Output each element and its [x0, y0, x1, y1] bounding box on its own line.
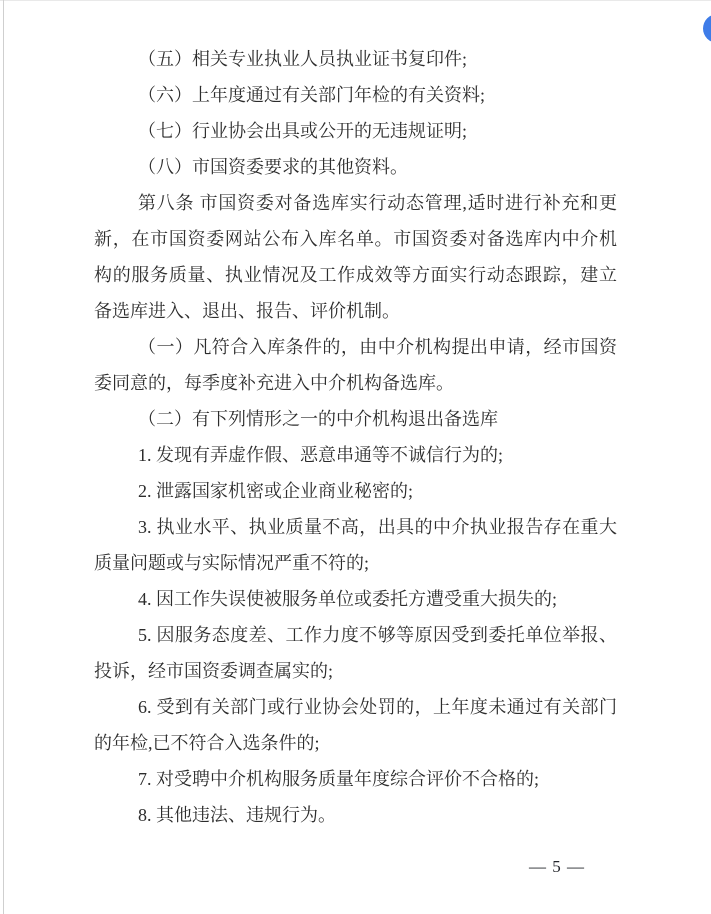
document-line: 8. 其他违法、违规行为。: [138, 805, 336, 825]
document-line: 第八条 市国资委对备选库实行动态管理,适时进行补充和更: [138, 193, 617, 213]
document-line: （五）相关专业执业人员执业证书复印件;: [138, 49, 467, 69]
page-left-border: [3, 0, 4, 914]
document-line: 3. 执业水平、执业质量不高，出具的中介执业报告存在重大: [138, 517, 617, 537]
document-line: 备选库进入、退出、报告、评价机制。: [94, 301, 400, 321]
document-line: 投诉，经市国资委调查属实的;: [94, 661, 333, 681]
document-line: （八）市国资委要求的其他资料。: [138, 157, 408, 177]
document-line: 7. 对受聘中介机构服务质量年度综合评价不合格的;: [138, 769, 539, 789]
document-line: 新，在市国资委网站公布入库名单。市国资委对备选库内中介机: [94, 229, 617, 249]
document-line: 1. 发现有弄虚作假、恶意串通等不诚信行为的;: [138, 445, 503, 465]
page-top-border: [0, 0, 711, 1]
page-number: — 5 —: [529, 857, 585, 876]
document-body: [94, 41, 617, 833]
document-line: （七）行业协会出具或公开的无违规证明;: [138, 121, 467, 141]
document-line: 5. 因服务态度差、工作力度不够等原因受到委托单位举报、: [138, 625, 617, 645]
document-line: 6. 受到有关部门或行业协会处罚的，上年度未通过有关部门: [138, 697, 617, 717]
document-line: 构的服务质量、执业情况及工作成效等方面实行动态跟踪，建立: [94, 265, 617, 285]
document-line: 质量问题或与实际情况严重不符的;: [94, 553, 369, 573]
document-line: 的年检,已不符合入选条件的;: [94, 733, 320, 753]
floating-circle-button-icon[interactable]: [703, 14, 711, 43]
document-line: 2. 泄露国家机密或企业商业秘密的;: [138, 481, 413, 501]
document-line: （六）上年度通过有关部门年检的有关资料;: [138, 85, 485, 105]
document-line: 委同意的，每季度补充进入中介机构备选库。: [94, 373, 454, 393]
document-line: （一）凡符合入库条件的，由中介机构提出申请，经市国资: [138, 337, 617, 357]
document-line: 4. 因工作失误使被服务单位或委托方遭受重大损失的;: [138, 589, 557, 609]
document-line: （二）有下列情形之一的中介机构退出备选库: [138, 409, 498, 429]
